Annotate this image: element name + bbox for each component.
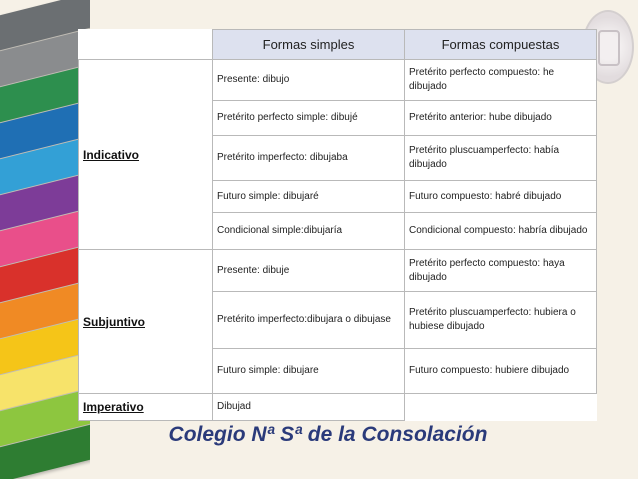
simple-form-cell: Presente: dibujo [213,60,405,101]
header-empty-cell [79,30,213,60]
table-row [79,250,597,292]
simple-form-cell: Pretérito perfecto simple: dibujé [213,101,405,136]
compound-form-cell [405,394,597,421]
compound-form-cell: Pretérito pluscuamperfecto: hubiera o hubiese dibujado [405,292,597,349]
compound-form-cell: Futuro compuesto: habré dibujado [405,181,597,213]
compound-form-cell: Futuro compuesto: hubiere dibujado [405,349,597,394]
table-row [79,60,597,101]
simple-form-cell: Dibujad [213,394,405,421]
simple-form-cell: Futuro simple: dibujare [213,349,405,394]
compound-form-cell: Pretérito anterior: hube dibujado [405,101,597,136]
mood-indicativo: Indicativo [79,60,213,250]
school-name: Colegio Nª Sª de la Consolación [168,423,488,446]
table-header-row [79,30,597,60]
compound-form-cell: Pretérito perfecto compuesto: he dibujado [405,60,597,101]
simple-form-cell: Pretérito imperfecto: dibujaba [213,136,405,181]
simple-form-cell: Pretérito imperfecto:dibujara o dibujase [213,292,405,349]
conjugation-table [78,29,597,421]
pencils-decoration [0,0,90,479]
simple-form-cell: Condicional simple:dibujaría [213,213,405,250]
compound-form-cell: Pretérito pluscuamperfecto: había dibujado [405,136,597,181]
simple-form-cell: Presente: dibuje [213,250,405,292]
header-simple-forms: Formas simples [213,30,405,60]
compound-form-cell: Pretérito perfecto compuesto: haya dibujado [405,250,597,292]
mood-imperativo: Imperativo [79,394,213,421]
compound-form-cell: Condicional compuesto: habría dibujado [405,213,597,250]
simple-form-cell: Futuro simple: dibujaré [213,181,405,213]
table-row [79,394,597,421]
header-compound-forms: Formas compuestas [405,30,597,60]
mood-subjuntivo: Subjuntivo [79,250,213,394]
